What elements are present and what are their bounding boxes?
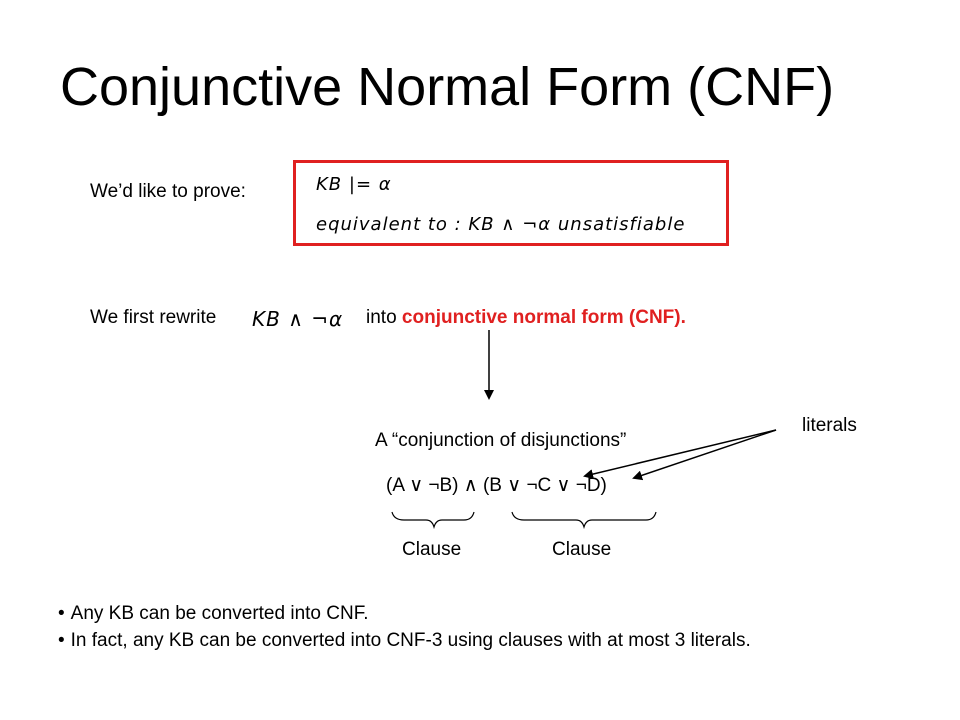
clause-brace-1	[392, 512, 474, 527]
rewrite-label: We first rewrite	[90, 307, 217, 328]
rewrite-formula: KB ∧ ¬α	[252, 307, 344, 331]
entailment-formula: KB |= α	[316, 174, 392, 195]
clause-label-1: Clause	[402, 539, 462, 560]
bullet-item: • Any KB can be converted into CNF.	[58, 600, 751, 627]
literals-label: literals	[802, 415, 857, 436]
slide-title: Conjunctive Normal Form (CNF)	[60, 57, 835, 117]
conjunction-label: A “conjunction of disjunctions”	[375, 430, 627, 451]
equivalence-statement: equivalent to : KB ∧ ¬α unsatisfiable	[316, 214, 686, 235]
literal-arrow-2	[634, 430, 776, 478]
literal-arrow-1	[585, 430, 776, 476]
prove-label: We’d like to prove:	[90, 181, 246, 202]
cnf-example-formula: (A ∨ ¬B) ∧ (B ∨ ¬C ∨ ¬D)	[386, 475, 607, 496]
bullet-item: • In fact, any KB can be converted into CNF-3 using clauses with at most 3 literals.	[58, 627, 751, 654]
rewrite-into-word: into	[366, 307, 397, 328]
clause-label-2: Clause	[552, 539, 612, 560]
cnf-highlight: conjunctive normal form (CNF).	[401, 307, 686, 328]
clause-brace-2	[512, 512, 656, 527]
